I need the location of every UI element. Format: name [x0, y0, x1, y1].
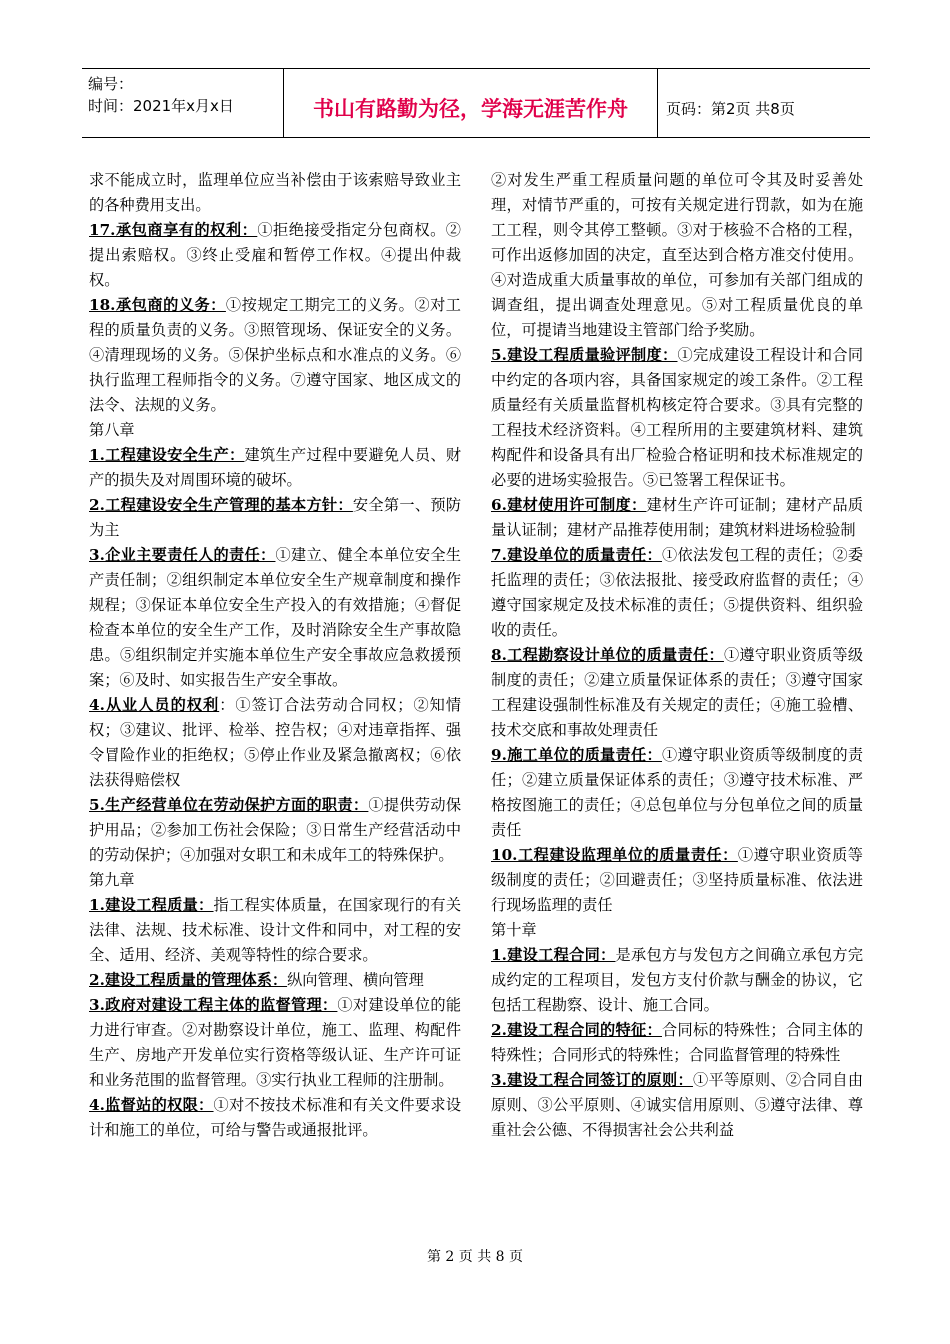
paragraph: 2.建设工程合同的特征：合同标的特殊性；合同主体的特殊性；合同形式的特殊性；合同监督管理的特殊性	[491, 1021, 863, 1064]
paragraph: 4.从业人员的权利：①签订合法劳动合同权；②知情权；③建议、批评、检举、控告权；④对违章指挥、强令冒险作业的拒绝权；⑤停止作业及紧急撤离权；⑥依法获得赔偿权	[89, 696, 462, 789]
term-heading: 3.建设工程合同签订的原则：	[491, 1071, 693, 1089]
term-heading: 1.工程建设安全生产：	[89, 446, 245, 464]
term-heading: 6.建材使用许可制度：	[491, 496, 647, 514]
term-heading: 10.工程建设监理单位的质量责任：	[491, 846, 738, 864]
paragraph: 5.生产经营单位在劳动保护方面的职责：①提供劳动保护用品；②参加工伤社会保险；③日常生产经营活动中的劳动保护；④加强对女职工和未成年工的特殊保护。	[89, 796, 461, 864]
term-heading: 5.建设工程质量验评制度：	[491, 346, 678, 364]
term-heading: 5.生产经营单位在劳动保护方面的职责：	[89, 796, 369, 814]
paragraph: 1.建设工程合同：是承包方与发包方之间确立承包方完成约定的工程项目，发包方支付价款与酬金的协议，它包括工程勘察、设计、施工合同。	[491, 946, 863, 1014]
term-heading: 8.工程勘察设计单位的质量责任：	[491, 646, 724, 664]
paragraph: 2.建设工程质量的管理体系：纵向管理、横向管理	[89, 971, 424, 989]
paragraph: 求不能成立时，监理单位应当补偿由于该索赔导致业主的各种费用支出。	[89, 171, 461, 214]
term-heading: 4.从业人员的权利	[89, 696, 220, 714]
term-heading: 2.工程建设安全生产管理的基本方针：	[89, 496, 353, 514]
term-heading: 9.施工单位的质量责任：	[491, 746, 662, 764]
paragraph: 1.建设工程质量：指工程实体质量，在国家现行的有关法律、法规、技术标准、设计文件和同中，对工程的安全、适用、经济、美观等特性的综合要求。	[89, 896, 461, 964]
term-heading: 18.承包商的义务：	[89, 296, 226, 314]
header-motto: 书山有路勤为径，学海无涯苦作舟	[284, 69, 658, 137]
number-label: 编号：	[88, 75, 134, 93]
term-heading: 1.建设工程质量：	[89, 896, 214, 914]
paragraph: 10.工程建设监理单位的质量责任：①遵守职业资质等级制度的责任；②回避责任；③坚持质量标准、依法进行现场监理的责任	[491, 846, 863, 914]
header-page-label: 页码：第2页 共8页	[666, 99, 795, 118]
page-footer: 第 2 页 共 8 页	[426, 1249, 524, 1265]
paragraph: 3.企业主要责任人的责任：①建立、健全本单位安全生产责任制；②组织制定本单位安全生产规章制度和操作规程；③保证本单位安全生产投入的有效措施；④督促检查本单位的安全生产工作，及时消除安全生产事故隐患。⑤组织制定并实施本单位生产安全事故应急救援预案；⑥及时、如实报告生产安全事故。	[89, 546, 461, 689]
term-heading: 3.企业主要责任人的责任：	[89, 546, 276, 564]
paragraph: 3.建设工程合同签订的原则：①平等原则、②合同自由原则、③公平原则、④诚实信用原则、⑤遵守法律、尊重社会公德、不得损害社会公共利益	[491, 1071, 863, 1139]
right-column	[491, 168, 863, 1143]
paragraph: 5.建设工程质量验评制度：①完成建设工程设计和合同中约定的各项内容，具备国家规定的竣工条件。②工程质量经有关质量监督机构核定符合要求。③具有完整的工程技术经济资料。④工程所用的主要建筑材料、建筑构配件和设备具有出厂检验合格证明和技术标准规定的必要的进场实验报告。⑤已签署工程保证书。	[491, 346, 863, 489]
term-heading: 7.建设单位的质量责任：	[491, 546, 662, 564]
paragraph: ②对发生严重工程质量问题的单位可令其及时妥善处理，对情节严重的，可按有关规定进行罚款，如为在施工工程，则令其停工整顿。③对于核验不合格的工程，可作出返修加固的决定，直至达到合格方准交付使用。④对造成重大质量事故的单位，可参加有关部门组成的调查组，提出调查处理意见。⑤对工程质量优良的单位，可提请当地建设主管部门给予奖励。	[491, 171, 863, 339]
page-header	[82, 68, 870, 138]
chapter-heading: 第八章	[89, 421, 135, 439]
term-heading: 2.建设工程合同的特征：	[491, 1021, 662, 1039]
header-meta	[82, 69, 284, 137]
paragraph: 2.工程建设安全生产管理的基本方针：安全第一、预防为主	[89, 496, 461, 539]
paragraph: 3.政府对建设工程主体的监督管理：①对建设单位的能力进行审查。②对勘察设计单位，施工、监理、构配件生产、房地产开发单位实行资格等级认证、生产许可证和业务范围的监督管理。③实行执业工程师的注册制。	[89, 996, 461, 1089]
term-heading: 3.政府对建设工程主体的监督管理：	[89, 996, 338, 1014]
paragraph: 17.承包商享有的权利：①拒绝接受指定分包商权。②提出索赔权。③终止受雇和暂停工作权。④提出仲裁权。	[89, 221, 461, 289]
paragraph: 8.工程勘察设计单位的质量责任：①遵守职业资质等级制度的责任；②建立质量保证体系的责任；③遵守国家工程建设强制性标准及有关规定的责任；④施工验槽、技术交底和事故处理责任	[491, 646, 863, 739]
paragraph: 6.建材使用许可制度：建材生产许可证制；建材产品质量认证制；建材产品推荐使用制；建筑材料进场检验制	[491, 496, 863, 539]
term-heading: 17.承包商享有的权利：	[89, 221, 258, 239]
paragraph: 9.施工单位的质量责任：①遵守职业资质等级制度的责任；②建立质量保证体系的责任；③遵守技术标准、严格按图施工的责任；④总包单位与分包单位之间的质量责任	[491, 746, 863, 839]
paragraph: 1.工程建设安全生产：建筑生产过程中要避免人员、财产的损失及对周围环境的破坏。	[89, 446, 461, 489]
term-heading: 4.监督站的权限：	[89, 1096, 214, 1114]
left-column	[89, 168, 461, 1143]
term-heading: 1.建设工程合同：	[491, 946, 616, 964]
paragraph: 4.监督站的权限：①对不按技术标准和有关文件要求设计和施工的单位，可给与警告或通报批评。	[89, 1096, 461, 1139]
paragraph: 18.承包商的义务：①按规定工期完工的义务。②对工程的质量负责的义务。③照管现场、保证安全的义务。④清理现场的义务。⑤保护坐标点和水准点的义务。⑥执行监理工程师指令的义务。⑦遵守国家、地区成文的法令、法规的义务。	[89, 296, 461, 414]
chapter-heading: 第十章	[491, 921, 537, 939]
date-label: 时间：2021年x月x日	[88, 97, 234, 115]
term-heading: 2.建设工程质量的管理体系：	[89, 971, 288, 989]
chapter-heading: 第九章	[89, 871, 135, 889]
paragraph: 7.建设单位的质量责任：①依法发包工程的责任；②委托监理的责任；③依法报批、接受政府监督的责任；④遵守国家规定及技术标准的责任；⑤提供资料、组织验收的责任。	[491, 546, 863, 639]
